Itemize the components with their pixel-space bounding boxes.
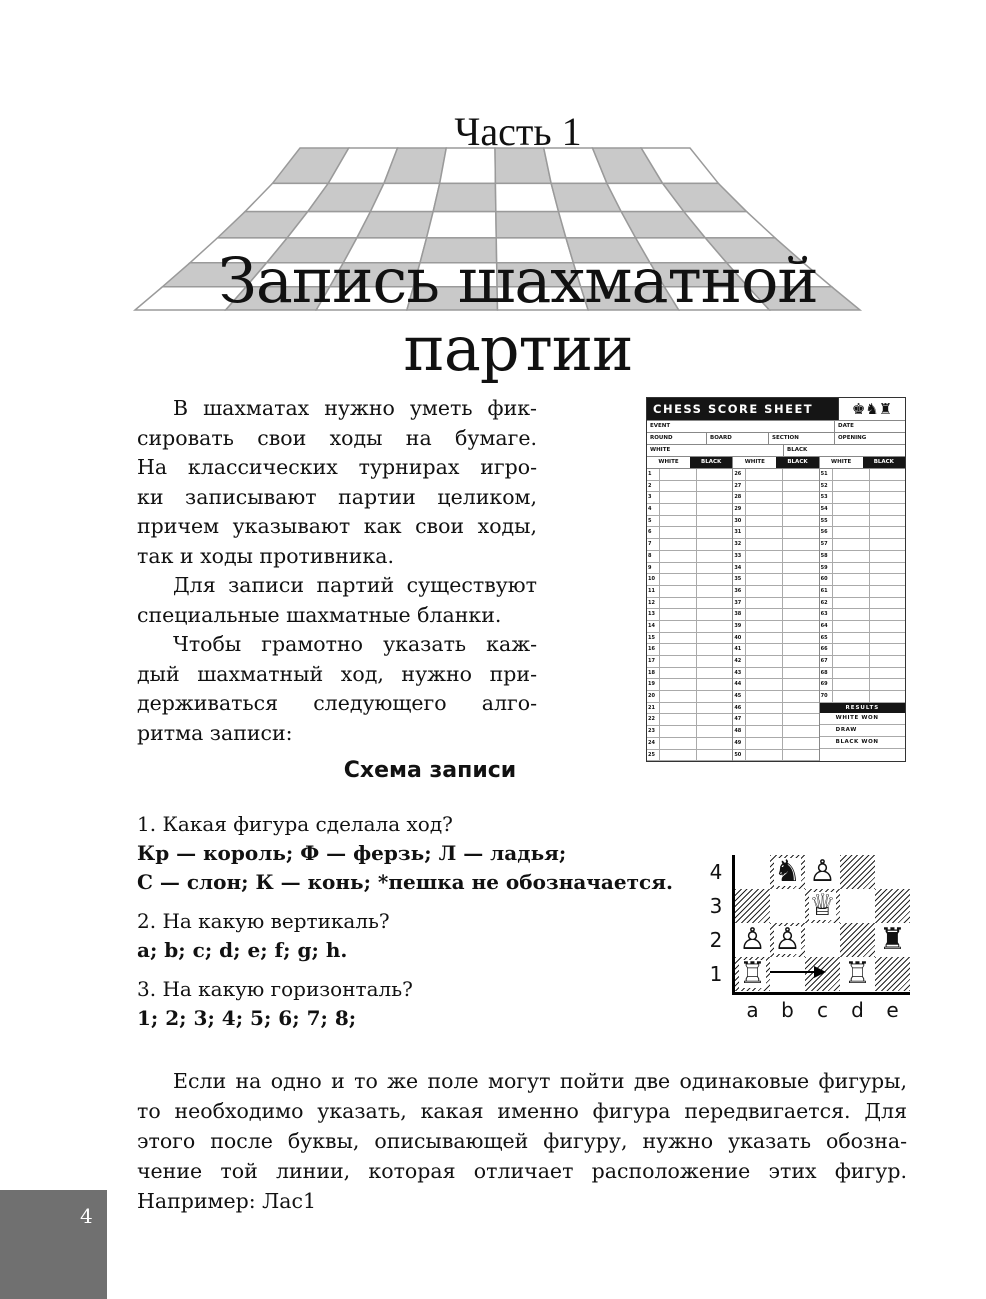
answer-1a: Кр — король; Ф — ферзь; Л — ладья; bbox=[137, 841, 567, 865]
move-row bbox=[733, 644, 818, 656]
move-row bbox=[647, 738, 732, 750]
square-a4 bbox=[735, 855, 770, 889]
move-row bbox=[820, 668, 905, 680]
move-row bbox=[733, 574, 818, 586]
move-number: 57 bbox=[820, 539, 833, 550]
chess-diagram bbox=[700, 850, 915, 1025]
move-row bbox=[733, 750, 818, 762]
scheme-title: Схема записи bbox=[343, 758, 517, 783]
text-line: ки записывают партии целиком, bbox=[137, 484, 537, 509]
move-number: 68 bbox=[820, 668, 833, 679]
board-square bbox=[495, 183, 558, 211]
rank-label: 1 bbox=[709, 962, 723, 986]
file-label: c bbox=[817, 998, 828, 1022]
white-player-field: WHITE bbox=[647, 445, 784, 456]
text-line: В шахматах нужно уметь фик- bbox=[173, 396, 537, 420]
text-line: Например: Лас1 bbox=[137, 1189, 317, 1213]
black-col-header: BLACK bbox=[776, 457, 818, 468]
move-row bbox=[820, 469, 905, 481]
move-column-group bbox=[733, 457, 819, 761]
black-col-header: BLACK bbox=[863, 457, 905, 468]
move-number: 45 bbox=[733, 691, 746, 702]
move-row bbox=[820, 691, 905, 703]
move-row bbox=[733, 691, 818, 703]
move-row bbox=[647, 551, 732, 563]
square-a3 bbox=[735, 889, 770, 923]
move-row bbox=[647, 621, 732, 633]
move-number: 48 bbox=[733, 726, 746, 737]
move-number: 1 bbox=[647, 469, 660, 480]
move-row bbox=[647, 714, 732, 726]
text-line: ритма записи: bbox=[137, 720, 293, 745]
move-row bbox=[820, 527, 905, 539]
answer-3: 1; 2; 3; 4; 5; 6; 7; 8; bbox=[137, 1006, 357, 1030]
move-number: 58 bbox=[820, 551, 833, 562]
answer-2: a; b; c; d; e; f; g; h. bbox=[137, 938, 348, 962]
move-row bbox=[733, 714, 818, 726]
move-row bbox=[820, 504, 905, 516]
move-row bbox=[733, 527, 818, 539]
date-field: DATE bbox=[838, 423, 854, 429]
board-field: BOARD bbox=[707, 433, 769, 444]
chapter-title-line-2: партии bbox=[403, 312, 633, 385]
result-option: BLACK WON bbox=[820, 737, 905, 749]
move-row bbox=[820, 586, 905, 598]
white-pawn-icon: ♙ bbox=[739, 922, 766, 957]
square-e1 bbox=[875, 957, 910, 991]
rank-label: 2 bbox=[709, 928, 723, 952]
chapter-title-line-1: Запись шахматной bbox=[218, 244, 818, 317]
move-row bbox=[820, 679, 905, 691]
board-square bbox=[433, 183, 496, 211]
result-option: DRAW bbox=[820, 725, 905, 737]
move-row bbox=[820, 644, 905, 656]
move-row bbox=[647, 527, 732, 539]
move-number: 19 bbox=[647, 679, 660, 690]
move-row bbox=[647, 679, 732, 691]
chess-score-sheet bbox=[646, 397, 906, 762]
move-number: 66 bbox=[820, 644, 833, 655]
move-number: 29 bbox=[733, 504, 746, 515]
move-number: 14 bbox=[647, 621, 660, 632]
file-label: d bbox=[851, 998, 864, 1022]
text-line: этого после буквы, описывающей фигуру, нужно указать обозна- bbox=[137, 1129, 907, 1153]
black-knight-icon: ♞ bbox=[774, 854, 801, 889]
move-number: 15 bbox=[647, 633, 660, 644]
move-number: 54 bbox=[820, 504, 833, 515]
move-row bbox=[647, 598, 732, 610]
move-row bbox=[733, 726, 818, 738]
result-option: WHITE WON bbox=[820, 713, 905, 725]
move-row bbox=[733, 633, 818, 645]
score-sheet-title: CHESS SCORE SHEET bbox=[653, 402, 814, 416]
board-square bbox=[427, 212, 497, 238]
white-col-header: WHITE bbox=[831, 459, 852, 465]
move-row bbox=[733, 551, 818, 563]
white-queen-icon: ♕ bbox=[809, 888, 836, 923]
move-row bbox=[647, 703, 732, 715]
move-number: 21 bbox=[647, 703, 660, 714]
move-row bbox=[647, 656, 732, 668]
move-row bbox=[647, 504, 732, 516]
text-line: держиваться следующего алго- bbox=[137, 691, 537, 715]
move-row bbox=[820, 481, 905, 493]
move-row bbox=[820, 551, 905, 563]
move-number: 20 bbox=[647, 691, 660, 702]
move-number: 67 bbox=[820, 656, 833, 667]
intro-text bbox=[137, 394, 537, 748]
move-row bbox=[647, 563, 732, 575]
move-number: 10 bbox=[647, 574, 660, 585]
move-row bbox=[733, 492, 818, 504]
move-row bbox=[733, 539, 818, 551]
scheme-list bbox=[137, 810, 673, 1033]
move-number: 41 bbox=[733, 644, 746, 655]
part-label: Часть 1 bbox=[454, 109, 582, 154]
move-number: 59 bbox=[820, 563, 833, 574]
white-pawn-icon: ♙ bbox=[809, 854, 836, 889]
move-number: 55 bbox=[820, 516, 833, 527]
white-col-header: WHITE bbox=[658, 459, 679, 465]
text-line: сировать свои ходы на бумаге. bbox=[137, 425, 537, 450]
file-label: e bbox=[886, 998, 899, 1022]
move-number: 38 bbox=[733, 609, 746, 620]
move-row bbox=[820, 609, 905, 621]
move-number: 49 bbox=[733, 738, 746, 749]
move-number: 27 bbox=[733, 481, 746, 492]
text-line: чение той линии, которая отличает расположение этих фигур. bbox=[137, 1159, 907, 1183]
move-row bbox=[647, 691, 732, 703]
move-number: 37 bbox=[733, 598, 746, 609]
move-number: 25 bbox=[647, 750, 660, 761]
move-number: 13 bbox=[647, 609, 660, 620]
text-line: причем указывают как свои ходы, bbox=[137, 514, 537, 538]
move-number: 24 bbox=[647, 738, 660, 749]
move-number: 17 bbox=[647, 656, 660, 667]
file-label: a bbox=[746, 998, 759, 1022]
text-line: то необходимо указать, какая именно фигура передвигается. Для bbox=[137, 1099, 907, 1123]
move-number: 64 bbox=[820, 621, 833, 632]
answer-1b: С — слон; К — конь; *пешка не обозначается. bbox=[137, 870, 673, 894]
move-arrow bbox=[770, 971, 822, 973]
file-label: b bbox=[781, 998, 794, 1022]
move-row bbox=[733, 598, 818, 610]
move-row bbox=[820, 621, 905, 633]
move-number: 69 bbox=[820, 679, 833, 690]
king-knight-rook-icon: ♚♞♜ bbox=[838, 398, 905, 420]
move-row bbox=[733, 469, 818, 481]
move-row bbox=[647, 644, 732, 656]
move-row bbox=[733, 609, 818, 621]
move-column-group bbox=[647, 457, 733, 761]
move-number: 60 bbox=[820, 574, 833, 585]
move-row bbox=[820, 516, 905, 528]
move-number: 40 bbox=[733, 633, 746, 644]
move-number: 63 bbox=[820, 609, 833, 620]
move-number: 70 bbox=[820, 691, 833, 702]
move-number: 65 bbox=[820, 633, 833, 644]
move-number: 6 bbox=[647, 527, 660, 538]
move-number: 44 bbox=[733, 679, 746, 690]
page-number: 4 bbox=[80, 1204, 93, 1228]
move-row bbox=[733, 668, 818, 680]
move-row bbox=[820, 633, 905, 645]
rank-label: 4 bbox=[709, 860, 723, 884]
move-number: 32 bbox=[733, 539, 746, 550]
square-d3 bbox=[840, 889, 875, 923]
text-line: Чтобы грамотно указать каж- bbox=[173, 632, 537, 656]
move-row bbox=[820, 539, 905, 551]
square-b1 bbox=[770, 957, 805, 991]
move-number: 53 bbox=[820, 492, 833, 503]
move-row bbox=[820, 574, 905, 586]
move-number: 23 bbox=[647, 726, 660, 737]
move-number: 28 bbox=[733, 492, 746, 503]
move-row bbox=[647, 750, 732, 762]
move-row bbox=[733, 621, 818, 633]
move-row bbox=[733, 504, 818, 516]
move-row bbox=[733, 481, 818, 493]
move-number: 9 bbox=[647, 563, 660, 574]
move-number: 52 bbox=[820, 481, 833, 492]
move-number: 7 bbox=[647, 539, 660, 550]
board-square bbox=[357, 212, 433, 238]
move-number: 56 bbox=[820, 527, 833, 538]
move-row bbox=[647, 586, 732, 598]
square-e3 bbox=[875, 889, 910, 923]
move-number: 16 bbox=[647, 644, 660, 655]
move-row bbox=[647, 633, 732, 645]
page-number-tab bbox=[0, 1190, 107, 1299]
move-number: 43 bbox=[733, 668, 746, 679]
move-row bbox=[647, 668, 732, 680]
move-row bbox=[820, 492, 905, 504]
black-player-field: BLACK bbox=[787, 447, 808, 453]
move-number: 39 bbox=[733, 621, 746, 632]
move-number: 62 bbox=[820, 598, 833, 609]
text-line: специальные шахматные бланки. bbox=[137, 602, 502, 627]
move-number: 26 bbox=[733, 469, 746, 480]
question-3: 3. На какую горизонталь? bbox=[137, 977, 413, 1001]
move-number: 11 bbox=[647, 586, 660, 597]
move-row bbox=[647, 481, 732, 493]
text-line: дый шахматный ход, нужно при- bbox=[137, 661, 537, 686]
move-number: 47 bbox=[733, 714, 746, 725]
round-field: ROUND bbox=[647, 433, 707, 444]
board-square bbox=[496, 212, 566, 238]
square-d2 bbox=[840, 923, 875, 957]
move-row bbox=[647, 539, 732, 551]
move-number: 33 bbox=[733, 551, 746, 562]
move-number: 31 bbox=[733, 527, 746, 538]
move-number: 12 bbox=[647, 598, 660, 609]
move-number: 2 bbox=[647, 481, 660, 492]
move-row bbox=[733, 679, 818, 691]
black-rook-icon: ♜ bbox=[879, 922, 906, 957]
move-number: 22 bbox=[647, 714, 660, 725]
move-row bbox=[733, 656, 818, 668]
move-number: 42 bbox=[733, 656, 746, 667]
move-number: 36 bbox=[733, 586, 746, 597]
square-e4 bbox=[875, 855, 910, 889]
results-header: RESULTS bbox=[820, 703, 905, 714]
move-row bbox=[733, 703, 818, 715]
move-number: 46 bbox=[733, 703, 746, 714]
move-number: 61 bbox=[820, 586, 833, 597]
text-line: На классических турнирах игро- bbox=[137, 455, 537, 479]
event-field: EVENT bbox=[647, 421, 835, 432]
square-b3 bbox=[770, 889, 805, 923]
question-2: 2. На какую вертикаль? bbox=[137, 909, 390, 933]
move-row bbox=[733, 516, 818, 528]
move-number: 50 bbox=[733, 750, 746, 761]
white-rook-icon: ♖ bbox=[739, 956, 766, 991]
move-number: 30 bbox=[733, 516, 746, 527]
move-row bbox=[820, 563, 905, 575]
move-row bbox=[733, 738, 818, 750]
move-row bbox=[733, 586, 818, 598]
move-row bbox=[820, 656, 905, 668]
move-number: 3 bbox=[647, 492, 660, 503]
bottom-text bbox=[137, 1066, 907, 1216]
move-row bbox=[647, 574, 732, 586]
section-field: SECTION bbox=[769, 433, 835, 444]
move-number: 35 bbox=[733, 574, 746, 585]
text-line: так и ходы противника. bbox=[137, 543, 394, 568]
square-c2 bbox=[805, 923, 840, 957]
black-col-header: BLACK bbox=[690, 457, 732, 468]
opening-field: OPENING bbox=[838, 435, 867, 441]
move-column-group bbox=[820, 457, 905, 761]
move-row bbox=[647, 469, 732, 481]
question-1: 1. Какая фигура сделала ход? bbox=[137, 812, 453, 836]
white-pawn-icon: ♙ bbox=[774, 922, 801, 957]
move-number: 51 bbox=[820, 469, 833, 480]
move-number: 8 bbox=[647, 551, 660, 562]
move-number: 4 bbox=[647, 504, 660, 515]
white-col-header: WHITE bbox=[744, 459, 765, 465]
move-row bbox=[733, 563, 818, 575]
white-rook-icon: ♖ bbox=[844, 956, 871, 991]
text-line: Если на одно и то же поле могут пойти две одинаковые фигуры, bbox=[173, 1069, 907, 1093]
move-number: 18 bbox=[647, 668, 660, 679]
move-row bbox=[647, 726, 732, 738]
square-d4 bbox=[840, 855, 875, 889]
move-number: 5 bbox=[647, 516, 660, 527]
move-row bbox=[647, 609, 732, 621]
move-row bbox=[820, 598, 905, 610]
rank-label: 3 bbox=[709, 894, 723, 918]
move-number: 34 bbox=[733, 563, 746, 574]
move-row bbox=[647, 516, 732, 528]
text-line: Для записи партий существуют bbox=[173, 573, 537, 597]
move-row bbox=[647, 492, 732, 504]
